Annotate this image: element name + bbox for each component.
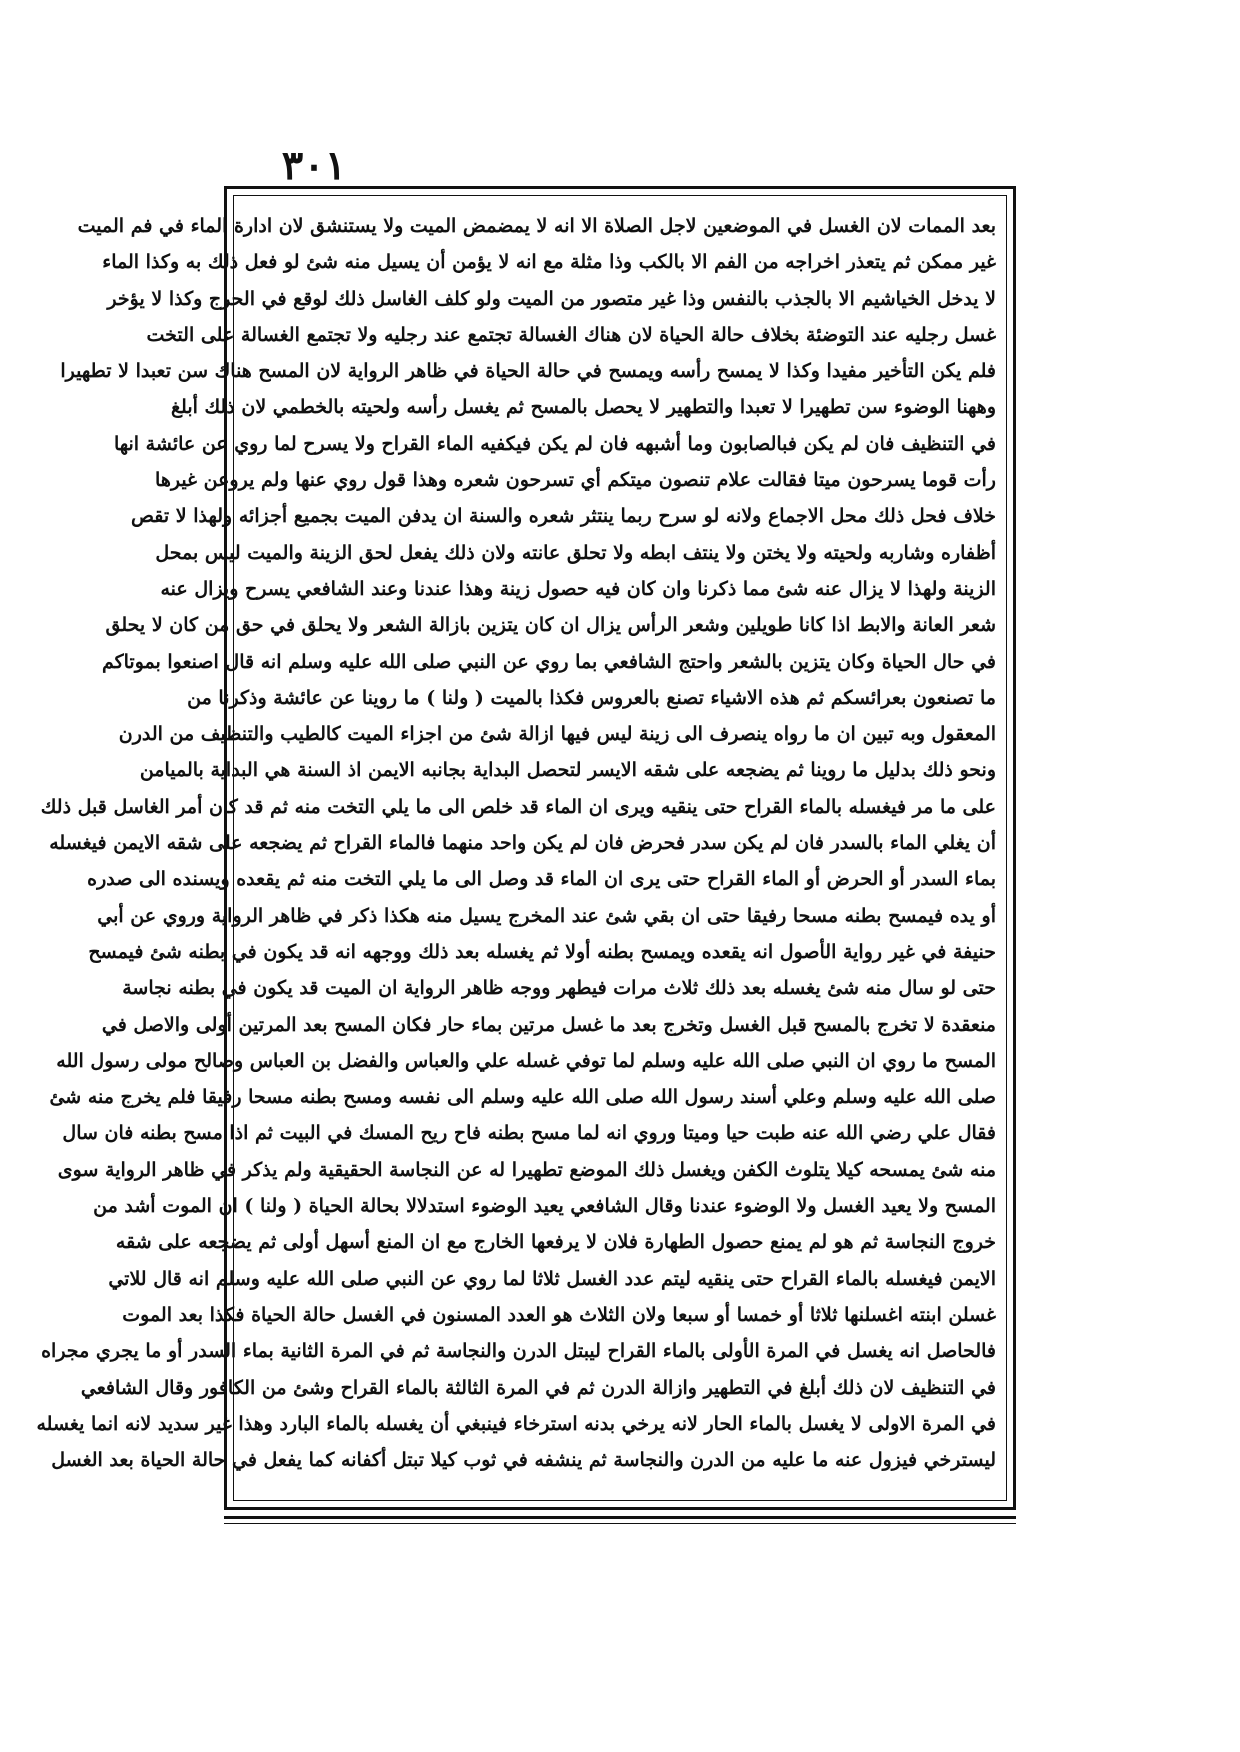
page-frame-inner [36,195,1007,1501]
text-line: رأت قوما يسرحون ميتا فقالت علام تنصون ميتكم أي تسرحون شعره وهذا قول روي عنها ولم يروعن غيرها [155,469,996,492]
text-line: في حال الحياة وكان يتزين بالشعر واحتج الشافعي بما روي عن النبي صلى الله عليه وسلم انه قال اصنعوا بموتاكم [101,650,996,673]
page-frame [36,186,1016,1510]
text-line: غير ممكن ثم يتعذر اخراجه من الفم الا بالكب وذا مثلة مع انه لا يؤمن أن يسيل منه شئ لو فعل ذلك به وكذا الماء [102,251,996,274]
text-line: أو يده فيمسح بطنه مسحا رفيقا حتى ان بقي شئ عند المخرج يسيل منه هكذا ذكر في ظاهر الرواية وروي عن أبي [97,904,996,927]
text-line: حنيفة في غير رواية الأصول انه يقعده ويمسح بطنه أولا ثم يغسله بعد ذلك ووجهه انه قد يكون في بطنه شئ فيمسح [88,940,996,963]
text-line: فقال علي رضي الله عنه طبت حيا وميتا وروي انه لما مسح بطنه فاح ريح المسك في البيت ثم اذا مسح بطنه فان سال [62,1122,996,1145]
text-line: الايمن فيغسله بالماء القراح حتى ينقيه ليتم عدد الغسل ثلاثا لما روي عن النبي صلى الله عليه وسلم انه قال للاتي [108,1267,996,1290]
text-line: حتى لو سال منه شئ يغسله بعد ذلك ثلاث مرات فيطهر ووجه ظاهر الرواية ان الميت قد يكون في بطنه نجاسة [122,977,996,1000]
text-line: أن يغلي الماء بالسدر فان لم يكن سدر فحرض فان لم يكن واحد منهما فالماء القراح ثم يضجعه على شقه الايمن فيغسله [49,832,996,855]
text-line: على ما مر فيغسله بالماء القراح حتى ينقيه ويرى ان الماء قد خلص الى ما يلي التخت منه ثم قد كان أمر الغاسل قبل ذلك [40,795,996,818]
text-line: غسلن ابنته اغسلنها ثلاثا أو خمسا أو سبعا ولان الثلاث هو العدد المسنون في الغسل حالة الحياة فكذا بعد الموت [122,1303,996,1326]
text-line: بماء السدر أو الحرض أو الماء القراح حتى يرى ان الماء قد وصل الى ما يلي التخت منه ثم يقعده ويسنده الى صدره [87,868,996,891]
text-line: الزينة ولهذا لا يزال عنه شئ مما ذكرنا وان كان فيه حصول زينة وهذا عندنا وعند الشافعي يسرح ويزال عنه [160,577,996,600]
text-line: ليسترخي فيزول عنه ما عليه من الدرن والنجاسة ثم ينشفه في ثوب كيلا تبتل أكفانه كما يفعل في حالة الحياة بعد الغسل [51,1449,996,1472]
text-line: في التنظيف فان لم يكن فبالصابون وما أشبهه فان لم يكن فيكفيه الماء القراح ولا يسرح لما روي عن عائشة انها [113,432,996,455]
text-line: شعر العانة والابط اذا كانا طويلين وشعر الرأس يزال ان كان يتزين بازالة الشعر ولا يحلق في حق من كان لا يحلق [105,614,996,637]
main-text [36,208,996,1488]
text-line: ما تصنعون بعرائسكم ثم هذه الاشياء تصنع بالعروس فكذا بالميت ( ولنا ) ما روينا عن عائشة وذكرنا من [187,686,996,709]
text-line: أظفاره وشاربه ولحيته ولا يختن ولا ينتف ابطه ولا تحلق عانته ولان ذلك يفعل لحق الزينة والميت ليس بمحل [155,541,996,564]
text-line: المعقول وبه تبين ان ما رواه ينصرف الى زينة ليس فيها ازالة شئ من اجزاء الميت كالطيب والتنظيف من الدرن [118,723,996,746]
text-line: في التنظيف لان ذلك أبلغ في التطهير وازالة الدرن ثم في المرة الثالثة بالماء القراح وشئ من الكافور وقال الشافعي [80,1376,996,1399]
text-line: ونحو ذلك بدليل ما روينا ثم يضجعه على شقه الايسر لتحصل البداية بجانبه الايمن اذ السنة هي البداية بالميامن [139,759,996,782]
text-line: بعد الممات لان الغسل في الموضعين لاجل الصلاة الا انه لا يمضمض الميت ولا يستنشق لان ادارة الماء في فم الميت [77,215,996,237]
text-line: لا يدخل الخياشيم الا بالجذب بالنفس وذا غير متصور من الميت ولو كلف الغاسل ذلك لوقع في الحرج وكذا لا يؤخر [107,287,996,310]
bottom-rule [224,1516,1016,1519]
bottom-rule-thin [224,1523,1016,1524]
text-line: خلاف فحل ذلك محل الاجماع ولانه لو سرح ربما ينتثر شعره والسنة ان يدفن الميت بجميع أجزائه ولهذا لا تقص [131,505,996,528]
text-line: في المرة الاولى لا يغسل بالماء الحار لانه يرخي بدنه استرخاء فينبغي أن يغسله بالماء البارد وهذا غير سديد لانه انما يغسله [36,1412,996,1435]
text-line: وههنا الوضوء سن تطهيرا لا تعبدا والتطهير لا يحصل بالمسح ثم يغسل رأسه ولحيته بالخطمي لان ذلك أبلغ [170,396,996,419]
text-line: صلى الله عليه وسلم وعلي أسند رسول الله صلى الله عليه وسلم الى نفسه ومسح بطنه مسحا رفيقا فلم يخرج منه شئ [49,1086,996,1109]
text-line: غسل رجليه عند التوضئة بخلاف حالة الحياة لان هناك الغسالة تجتمع عند رجليه ولا تجتمع الغسالة على التخت [146,323,996,346]
text-line: المسح ولا يعيد الغسل ولا الوضوء عندنا وقال الشافعي يعيد الوضوء استدلالا بحالة الحياة ( ولنا ) ان الموت أشد من [93,1195,996,1218]
text-line: منعقدة لا تخرج بالمسح قبل الغسل وتخرج بعد ما غسل مرتين بماء حار فكان المسح بعد المرتين أولى والاصل في [101,1013,996,1036]
page-number: ٣٠١ [281,142,347,189]
text-line: منه شئ يمسحه كيلا يتلوث الكفن ويغسل ذلك الموضع تطهيرا له عن النجاسة الحقيقية ولم يذكر في ظاهر الرواية سوى [57,1158,996,1181]
text-line: المسح ما روي ان النبي صلى الله عليه وسلم لما توفي غسله علي والعباس والفضل بن العباس وصالح مولى رسول الله [56,1049,996,1072]
text-line: فلم يكن التأخير مفيدا وكذا لا يمسح رأسه ويمسح في حالة الحياة في ظاهر الرواية لان المسح هناك سن تعبدا لا تطهيرا [60,360,996,383]
text-line: خروج النجاسة ثم هو لم يمنع حصول الطهارة فلان لا يرفعها الخارج مع ان المنع أسهل أولى ثم يضجعه على شقه [115,1231,996,1254]
text-line: فالحاصل انه يغسل في المرة الأولى بالماء القراح ليبتل الدرن والنجاسة ثم في المرة الثانية بماء السدر أو ما يجري مجراه [41,1340,996,1363]
